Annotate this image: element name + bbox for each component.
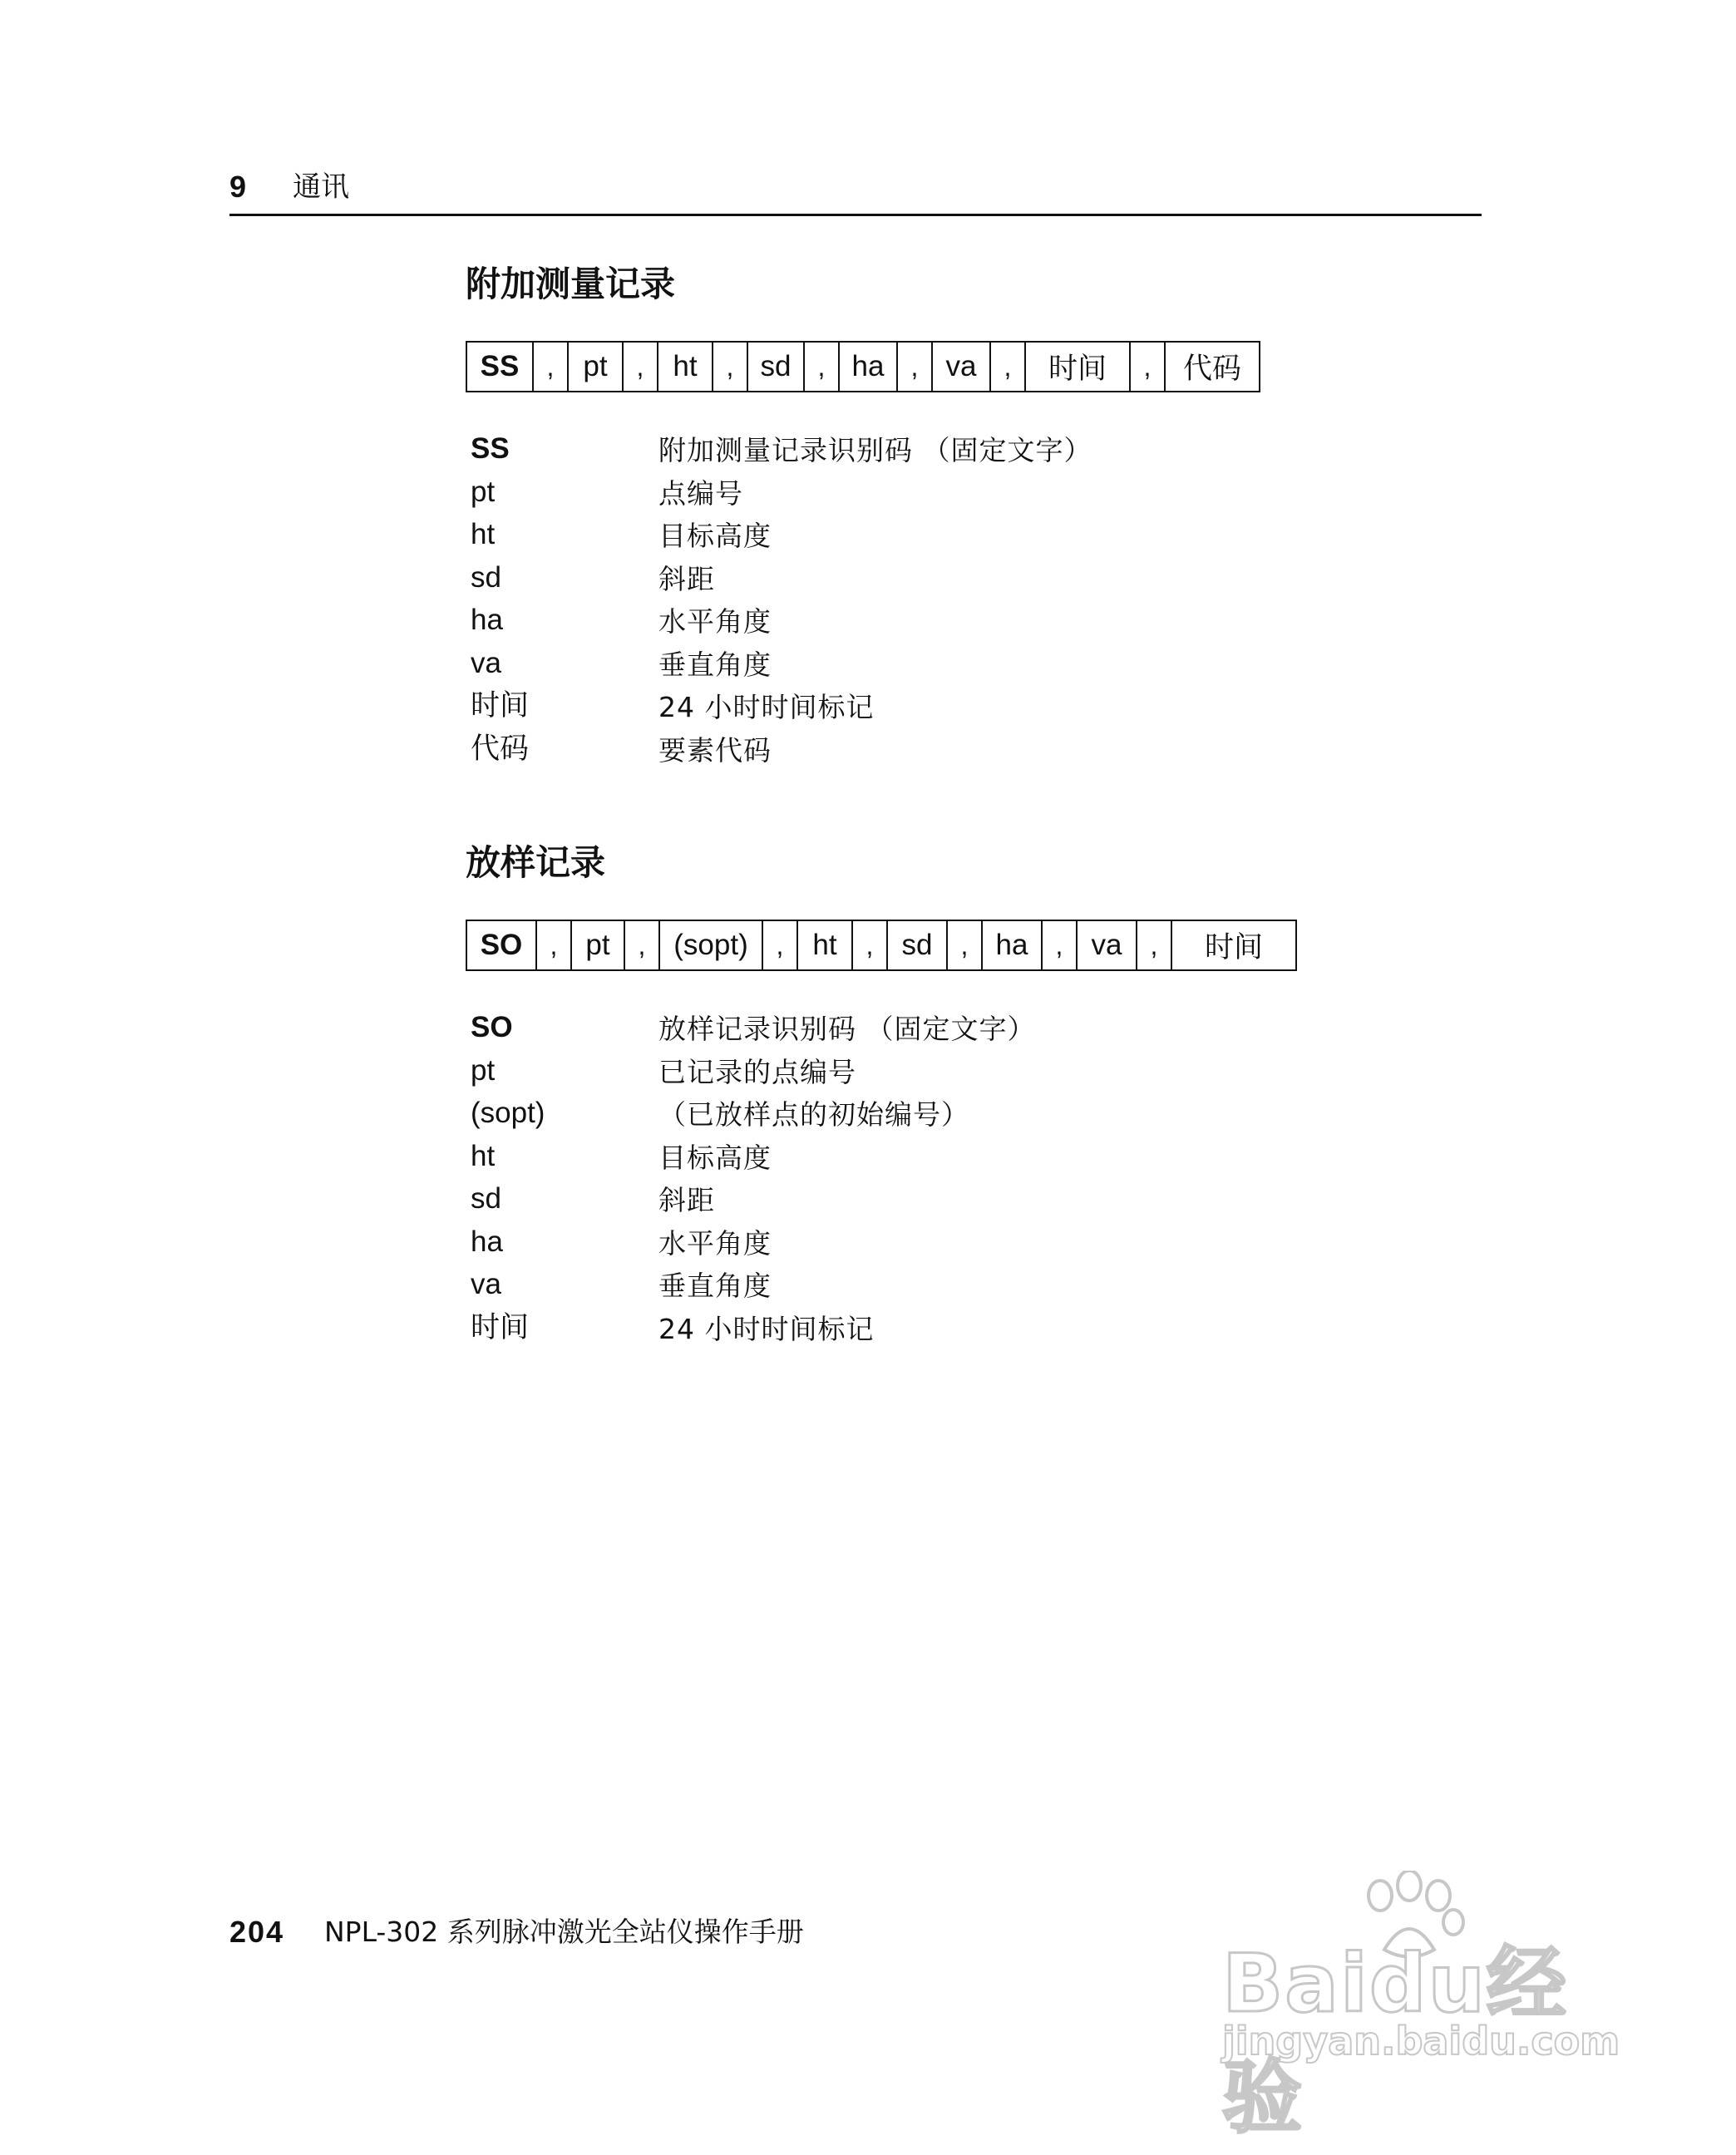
section-title-stakeout: 放样记录 xyxy=(466,842,606,883)
definition-term: (sopt) xyxy=(471,1097,545,1129)
header-divider xyxy=(229,214,1482,216)
definition-row xyxy=(471,516,1468,560)
section-title-additional-measurement: 附加测量记录 xyxy=(466,264,676,304)
definition-term: 时间 xyxy=(471,1310,530,1344)
definition-row xyxy=(471,1053,1468,1096)
definitions-so xyxy=(471,1009,1468,1352)
field-separator: , xyxy=(853,921,888,969)
definition-row xyxy=(471,1224,1468,1267)
field-cell: pt xyxy=(569,343,624,391)
definition-description: 点编号 xyxy=(658,476,743,510)
definition-term: pt xyxy=(471,475,496,508)
watermark-brand: Baidu经验 xyxy=(1222,1937,1568,2144)
definition-description: 垂直角度 xyxy=(658,1270,772,1302)
definition-row xyxy=(471,645,1468,688)
field-cell: (sopt) xyxy=(660,921,763,969)
definition-term: va xyxy=(471,646,501,679)
chapter-number: 9 xyxy=(229,170,247,204)
record-format-ss xyxy=(466,341,1260,392)
field-cell: pt xyxy=(572,921,625,969)
definition-row xyxy=(471,474,1468,517)
definition-description: 已记录的点编号 xyxy=(658,1055,856,1088)
field-separator: , xyxy=(898,343,933,391)
field-cell: 代码 xyxy=(1182,353,1241,385)
definition-description: 目标高度 xyxy=(658,1141,772,1174)
field-cell: 时间 xyxy=(1026,343,1131,391)
page-number: 204 xyxy=(229,1915,285,1949)
definition-row xyxy=(471,1266,1468,1309)
definition-description: 垂直角度 xyxy=(658,648,772,681)
definition-description: 斜距 xyxy=(658,562,715,595)
field-separator: , xyxy=(991,343,1026,391)
field-cell: ht xyxy=(798,921,853,969)
field-separator: , xyxy=(713,343,748,391)
definition-term: pt xyxy=(471,1053,496,1087)
watermark-url: jingyan.baidu.com xyxy=(1222,2019,1620,2064)
definition-row xyxy=(471,602,1468,645)
definition-description: （已放样点的初始编号） xyxy=(658,1098,969,1131)
definition-term: sd xyxy=(471,560,501,594)
definition-description: 水平角度 xyxy=(658,605,772,638)
field-separator: , xyxy=(948,921,983,969)
field-separator: , xyxy=(625,921,660,969)
definition-description: 水平角度 xyxy=(658,1226,772,1260)
field-cell: va xyxy=(1078,921,1137,969)
record-format-so xyxy=(466,920,1297,971)
field-cell: ha xyxy=(840,343,898,391)
field-cell: sd xyxy=(888,921,948,969)
definition-term: ht xyxy=(471,1139,496,1172)
definition-row xyxy=(471,688,1468,731)
field-separator: , xyxy=(763,921,798,969)
definition-description: 24 小时时间标记 xyxy=(658,1312,875,1345)
field-separator: , xyxy=(624,343,658,391)
field-cell: 时间 xyxy=(1204,931,1263,964)
definition-term: ha xyxy=(471,1225,503,1258)
definition-term: ha xyxy=(471,604,503,636)
field-separator: , xyxy=(537,921,572,969)
definition-term: 时间 xyxy=(471,689,530,722)
definition-term: SO xyxy=(471,1011,513,1043)
chapter-title: 通讯 xyxy=(293,170,349,204)
definition-row xyxy=(471,560,1468,603)
definition-term: ht xyxy=(471,518,496,550)
field-cell: ha xyxy=(983,921,1043,969)
definition-description: 要素代码 xyxy=(658,733,772,767)
field-separator: , xyxy=(1137,921,1172,969)
field-cell: sd xyxy=(748,343,805,391)
definition-term: SS xyxy=(471,432,510,465)
field-cell: ht xyxy=(658,343,713,391)
baidu-watermark xyxy=(1222,1871,1621,2144)
definition-description: 24 小时时间标记 xyxy=(658,691,875,723)
definition-row xyxy=(471,431,1468,474)
definition-row xyxy=(471,1309,1468,1353)
field-separator: , xyxy=(1043,921,1078,969)
definition-row xyxy=(471,1138,1468,1181)
field-cell: SO xyxy=(467,921,537,969)
manual-title: NPL-302 系列脉冲激光全站仪操作手册 xyxy=(324,1916,804,1948)
definition-description: 斜距 xyxy=(658,1184,715,1216)
field-separator: , xyxy=(805,343,840,391)
definition-row xyxy=(471,1181,1468,1224)
field-cell: va xyxy=(933,343,991,391)
definition-row xyxy=(471,1009,1468,1053)
definitions-ss xyxy=(471,431,1468,773)
field-separator: , xyxy=(534,343,569,391)
definition-term: sd xyxy=(471,1182,501,1215)
definition-row xyxy=(471,1095,1468,1138)
definition-row xyxy=(471,731,1468,774)
definition-description: 放样记录识别码 （固定文字） xyxy=(658,1013,1036,1045)
definition-term: 代码 xyxy=(471,732,530,765)
field-cell: SS xyxy=(467,343,534,391)
definition-term: va xyxy=(471,1268,501,1300)
definition-description: 附加测量记录识别码 （固定文字） xyxy=(658,434,1092,466)
definition-description: 目标高度 xyxy=(658,520,772,552)
field-separator: , xyxy=(1131,343,1166,391)
